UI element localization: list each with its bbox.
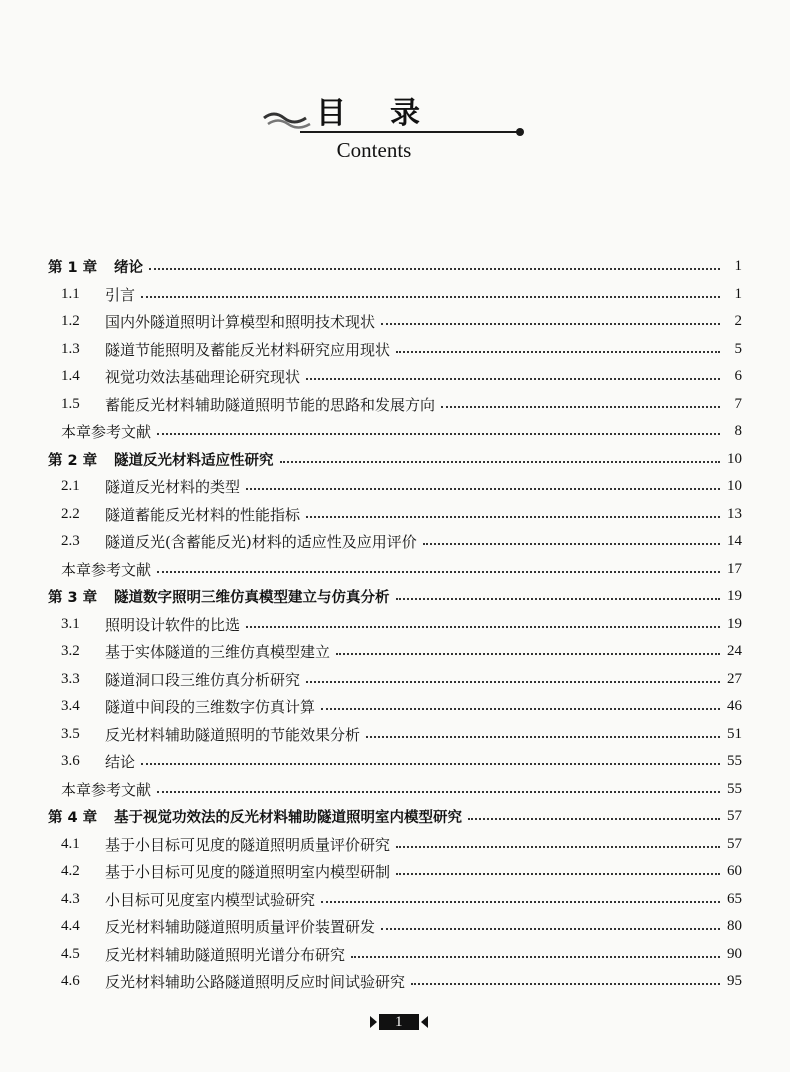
toc-page: 57 xyxy=(727,808,742,825)
toc-title: 基于小目标可见度的隧道照明室内模型研制 xyxy=(105,863,391,882)
toc-section[interactable] xyxy=(48,886,742,914)
toc-title: 反光材料辅助隧道照明的节能效果分析 xyxy=(105,725,361,744)
toc-title: 隧道反光材料适应性研究 xyxy=(114,452,274,469)
toc-page: 57 xyxy=(727,835,742,852)
toc-section[interactable] xyxy=(48,281,742,309)
toc-section[interactable] xyxy=(48,473,742,501)
page-subtitle: Contents xyxy=(336,138,412,162)
toc-number: 3.3 xyxy=(61,670,80,687)
toc-title: 隧道数字照明三维仿真模型建立与仿真分析 xyxy=(114,590,390,607)
wave-ornament-icon xyxy=(262,108,314,132)
toc-section[interactable] xyxy=(48,721,742,749)
toc-references[interactable] xyxy=(48,776,742,804)
toc-title: 结论 xyxy=(105,753,136,772)
toc-chapter[interactable] xyxy=(48,803,742,831)
toc-number: 第 3 章 xyxy=(48,590,98,607)
toc-section[interactable] xyxy=(48,611,742,639)
toc-leader xyxy=(321,707,720,710)
toc-page: 2 xyxy=(734,313,742,330)
toc-page: 8 xyxy=(734,423,742,440)
toc-page: 1 xyxy=(734,285,742,302)
toc-page: 27 xyxy=(727,670,742,687)
toc-number: 3.4 xyxy=(61,698,80,715)
toc-number: 3.2 xyxy=(61,643,80,660)
toc-number: 第 1 章 xyxy=(48,260,98,277)
toc-chapter[interactable] xyxy=(48,253,742,281)
toc-number: 2.2 xyxy=(61,505,80,522)
toc-leader xyxy=(411,982,720,985)
toc-number: 1.5 xyxy=(61,395,80,412)
toc-leader xyxy=(336,652,720,655)
page-number: 1 xyxy=(379,1014,419,1030)
toc-page: 90 xyxy=(727,945,742,962)
toc-leader xyxy=(423,542,720,545)
toc-number: 第 4 章 xyxy=(48,810,98,827)
toc-section[interactable] xyxy=(48,391,742,419)
table-of-contents xyxy=(48,253,742,996)
toc-leader xyxy=(141,295,720,298)
toc-leader xyxy=(246,487,720,490)
toc-number: 1.2 xyxy=(61,313,80,330)
toc-page: 19 xyxy=(727,615,742,632)
toc-page: 24 xyxy=(727,643,742,660)
page-folio xyxy=(370,1012,428,1032)
toc-leader xyxy=(306,515,720,518)
toc-leader xyxy=(306,680,720,683)
toc-title: 视觉功效法基础理论研究现状 xyxy=(105,368,301,387)
toc-title: 隧道蓄能反光材料的性能指标 xyxy=(105,505,301,524)
toc-leader xyxy=(280,460,721,463)
toc-section[interactable] xyxy=(48,748,742,776)
toc-page: 60 xyxy=(727,863,742,880)
toc-page: 13 xyxy=(727,505,742,522)
page-title: 目录 xyxy=(316,96,464,131)
toc-references[interactable] xyxy=(48,418,742,446)
toc-title: 基于小目标可见度的隧道照明质量评价研究 xyxy=(105,835,391,854)
toc-title: 反光材料辅助隧道照明质量评价装置研发 xyxy=(105,918,376,937)
toc-leader xyxy=(141,762,720,765)
toc-leader xyxy=(157,570,720,573)
toc-title: 基于视觉功效法的反光材料辅助隧道照明室内模型研究 xyxy=(114,810,462,827)
toc-section[interactable] xyxy=(48,666,742,694)
toc-section[interactable] xyxy=(48,336,742,364)
toc-title: 本章参考文献 xyxy=(61,423,152,442)
toc-number: 4.3 xyxy=(61,890,80,907)
toc-title: 反光材料辅助公路隧道照明反应时间试验研究 xyxy=(105,973,406,992)
toc-title: 引言 xyxy=(105,285,136,304)
toc-page: 55 xyxy=(727,780,742,797)
toc-page: 6 xyxy=(734,368,742,385)
toc-leader xyxy=(468,817,720,820)
toc-leader xyxy=(149,267,720,270)
folio-left-arrow-icon xyxy=(421,1016,428,1028)
folio-right-arrow-icon xyxy=(370,1016,377,1028)
toc-section[interactable] xyxy=(48,831,742,859)
toc-leader xyxy=(321,900,720,903)
toc-number: 4.2 xyxy=(61,863,80,880)
toc-number: 第 2 章 xyxy=(48,452,98,469)
toc-number: 3.6 xyxy=(61,753,80,770)
toc-section[interactable] xyxy=(48,858,742,886)
toc-header xyxy=(262,96,524,166)
toc-number: 4.5 xyxy=(61,945,80,962)
toc-number: 4.1 xyxy=(61,835,80,852)
toc-title: 绪论 xyxy=(114,260,143,277)
toc-title: 本章参考文献 xyxy=(61,560,152,579)
toc-section[interactable] xyxy=(48,941,742,969)
rule-dot-icon xyxy=(516,128,524,136)
toc-title: 隧道洞口段三维仿真分析研究 xyxy=(105,670,301,689)
toc-chapter[interactable] xyxy=(48,446,742,474)
toc-references[interactable] xyxy=(48,556,742,584)
toc-number: 1.1 xyxy=(61,285,80,302)
toc-leader xyxy=(381,927,720,930)
toc-title: 基于实体隧道的三维仿真模型建立 xyxy=(105,643,331,662)
toc-number: 1.3 xyxy=(61,340,80,357)
toc-section[interactable] xyxy=(48,693,742,721)
toc-leader xyxy=(306,377,720,380)
toc-number: 2.1 xyxy=(61,478,80,495)
toc-page: 10 xyxy=(727,450,742,467)
toc-page: 5 xyxy=(734,340,742,357)
toc-page: 80 xyxy=(727,918,742,935)
toc-chapter[interactable] xyxy=(48,583,742,611)
toc-title: 国内外隧道照明计算模型和照明技术现状 xyxy=(105,313,376,332)
toc-section[interactable] xyxy=(48,968,742,996)
toc-page: 17 xyxy=(727,560,742,577)
toc-page: 46 xyxy=(727,698,742,715)
toc-number: 1.4 xyxy=(61,368,80,385)
toc-section[interactable] xyxy=(48,363,742,391)
toc-leader xyxy=(396,872,720,875)
toc-title: 隧道节能照明及蓄能反光材料研究应用现状 xyxy=(105,340,391,359)
toc-page: 7 xyxy=(734,395,742,412)
toc-section[interactable] xyxy=(48,308,742,336)
toc-page: 55 xyxy=(727,753,742,770)
toc-title: 反光材料辅助隧道照明光谱分布研究 xyxy=(105,945,346,964)
toc-title: 本章参考文献 xyxy=(61,780,152,799)
toc-number: 2.3 xyxy=(61,533,80,550)
toc-leader xyxy=(441,405,720,408)
toc-leader xyxy=(246,625,720,628)
toc-page: 51 xyxy=(727,725,742,742)
toc-title: 隧道反光材料的类型 xyxy=(105,478,241,497)
toc-page: 65 xyxy=(727,890,742,907)
toc-number: 3.5 xyxy=(61,725,80,742)
toc-section[interactable] xyxy=(48,913,742,941)
toc-leader xyxy=(396,597,721,600)
toc-leader xyxy=(381,322,720,325)
toc-section[interactable] xyxy=(48,501,742,529)
toc-page: 1 xyxy=(734,258,742,275)
toc-number: 4.4 xyxy=(61,918,80,935)
toc-title: 蓄能反光材料辅助隧道照明节能的思路和发展方向 xyxy=(105,395,436,414)
title-rule xyxy=(300,131,518,133)
toc-page: 10 xyxy=(727,478,742,495)
toc-number: 4.6 xyxy=(61,973,80,990)
toc-leader xyxy=(157,790,720,793)
toc-title: 照明设计软件的比选 xyxy=(105,615,241,634)
toc-page: 95 xyxy=(727,973,742,990)
toc-title: 隧道中间段的三维数字仿真计算 xyxy=(105,698,316,717)
toc-leader xyxy=(351,955,720,958)
toc-leader xyxy=(396,845,720,848)
toc-number: 3.1 xyxy=(61,615,80,632)
toc-leader xyxy=(396,350,720,353)
toc-section[interactable] xyxy=(48,638,742,666)
toc-title: 小目标可见度室内模型试验研究 xyxy=(105,890,316,909)
toc-title: 隧道反光(含蓄能反光)材料的适应性及应用评价 xyxy=(105,533,417,552)
toc-leader xyxy=(157,432,720,435)
toc-leader xyxy=(366,735,720,738)
toc-page: 19 xyxy=(727,588,742,605)
toc-page: 14 xyxy=(727,533,742,550)
toc-section[interactable] xyxy=(48,528,742,556)
